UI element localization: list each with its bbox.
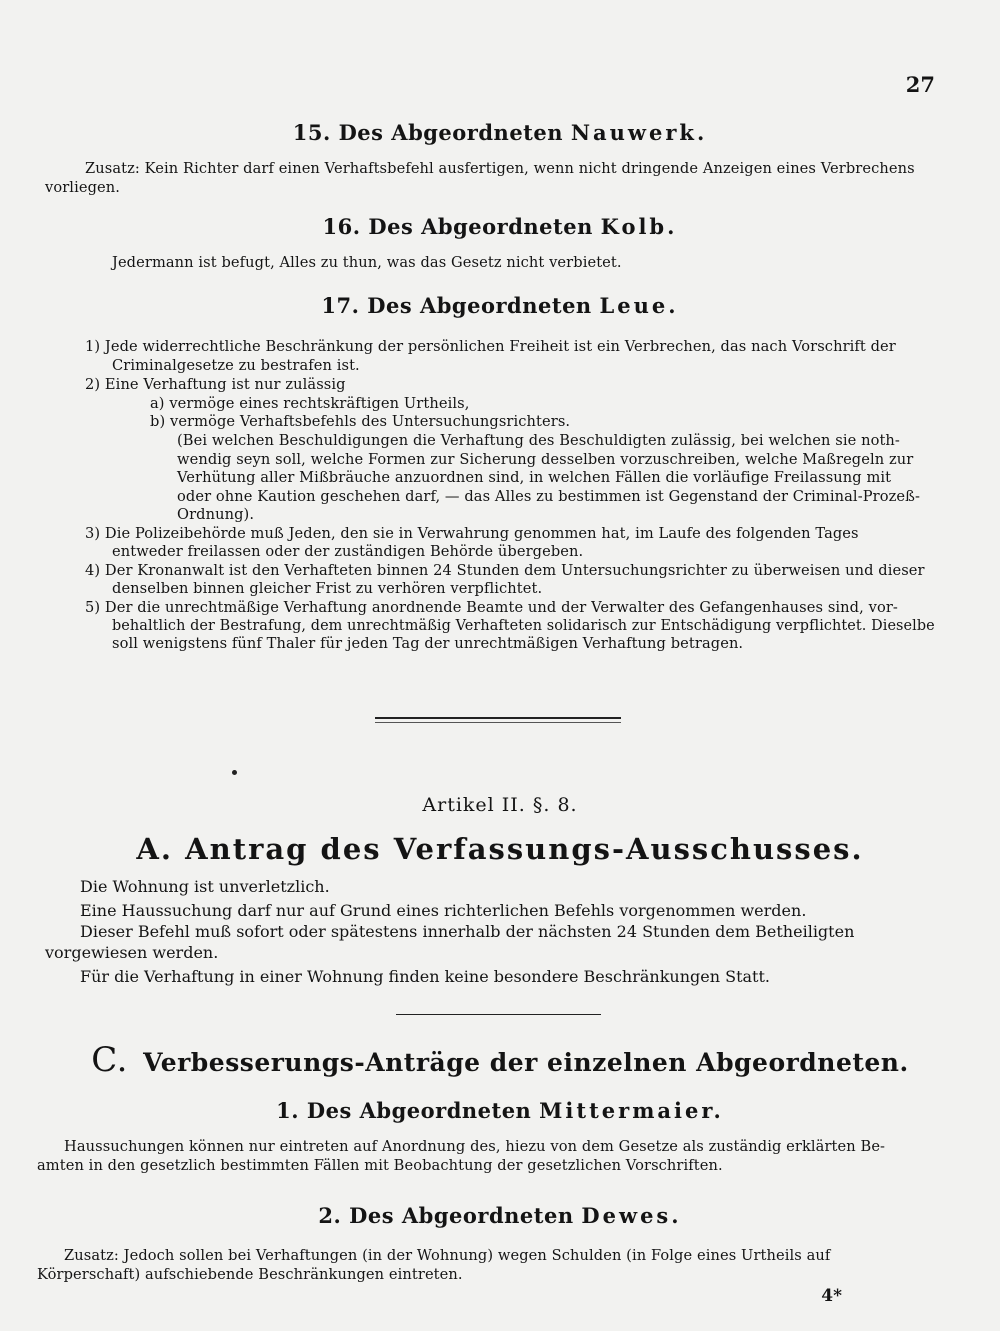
paragraph-line: Zusatz: Kein Richter darf einen Verhaftsbefehl ausfertigen, wenn nicht dringende Anzeigen eines Verbrechens bbox=[85, 160, 915, 177]
deputy-name: Leue. bbox=[599, 293, 679, 318]
amendment-heading-label: 1. Des Abgeordneten bbox=[276, 1098, 532, 1123]
section-c-heading: Verbesserungs-Anträge der einzelnen Abgeordneten. bbox=[143, 1048, 909, 1077]
printing-dot bbox=[232, 770, 237, 775]
divider-rule bbox=[375, 717, 621, 723]
section-letter: C. bbox=[91, 1040, 128, 1080]
amendment-heading-2 bbox=[0, 1203, 1000, 1228]
paragraph-line: Dieser Befehl muß sofort oder spätestens innerhalb der nächsten 24 Stunden dem Betheiligten bbox=[80, 922, 855, 941]
paragraph-line: entweder freilassen oder der zuständigen Behörde übergeben. bbox=[112, 543, 584, 560]
deputy-name: Mittermaier. bbox=[539, 1098, 724, 1123]
list-item: 5) Der die unrechtmäßige Verhaftung anordnende Beamte und der Verwalter des Gefangenhauses sind, vor- bbox=[85, 599, 898, 616]
sub-list-item: b) vermöge Verhaftsbefehls des Untersuchungsrichters. bbox=[150, 413, 571, 430]
paragraph-line: Eine Haussuchung darf nur auf Grund eines richterlichen Befehls vorgenommen werden. bbox=[80, 901, 807, 920]
list-item: 2) Eine Verhaftung ist nur zulässig bbox=[85, 376, 346, 393]
page-number: 27 bbox=[905, 72, 935, 97]
paragraph-line: Körperschaft) aufschiebende Beschränkungen eintreten. bbox=[37, 1266, 463, 1283]
paragraph-line: denselben binnen gleicher Frist zu verhören verpflichtet. bbox=[112, 580, 543, 597]
divider-rule bbox=[396, 1014, 601, 1015]
amendment-heading-label: 17. Des Abgeordneten bbox=[321, 293, 592, 318]
paragraph-line: amten in den gesetzlich bestimmten Fällen mit Beobachtung der gesetzlichen Vorschriften. bbox=[37, 1157, 723, 1174]
deputy-name: Kolb. bbox=[600, 214, 678, 239]
article-heading: Artikel II. §. 8. bbox=[422, 794, 578, 816]
section-c-title bbox=[0, 1040, 1000, 1080]
amendment-heading-17 bbox=[0, 293, 1000, 318]
paragraph-line: Die Wohnung ist unverletzlich. bbox=[80, 877, 330, 896]
paragraph-line: vorliegen. bbox=[45, 179, 120, 196]
deputy-name: Nauwerk. bbox=[570, 120, 708, 145]
sub-list-item: a) vermöge eines rechtskräftigen Urtheils, bbox=[150, 395, 470, 412]
list-item: 1) Jede widerrechtliche Beschränkung der persönlichen Freiheit ist ein Verbrechen, das nach Vorschrift der bbox=[85, 338, 896, 355]
paragraph-line: behaltlich der Bestrafung, dem unrechtmäßig Verhafteten solidarisch zur Entschädigung verpflichtet. Dieselbe bbox=[112, 617, 935, 634]
amendment-heading-15 bbox=[0, 120, 1000, 145]
amendment-heading-16 bbox=[0, 214, 1000, 239]
amendment-heading-label: 2. Des Abgeordneten bbox=[318, 1203, 574, 1228]
paragraph-line: (Bei welchen Beschuldigungen die Verhaftung des Beschuldigten zulässig, bei welchen sie noth- bbox=[177, 432, 900, 449]
deputy-name: Dewes. bbox=[581, 1203, 682, 1228]
paragraph-line: Verhütung aller Mißbräuche anzuordnen sind, in welchen Fällen die vorläufige Freilassung mit bbox=[177, 469, 892, 486]
amendment-heading-label: 15. Des Abgeordneten bbox=[292, 120, 564, 145]
signature-mark: 4* bbox=[821, 1286, 842, 1306]
amendment-heading-1 bbox=[0, 1098, 1000, 1123]
section-a-title: A. Antrag des Verfassungs-Ausschusses. bbox=[136, 832, 864, 866]
paragraph-line: Criminalgesetze zu bestrafen ist. bbox=[112, 357, 360, 374]
paragraph-line: wendig seyn soll, welche Formen zur Sicherung desselben vorzuschreiben, welche Maßregeln zur bbox=[177, 451, 914, 468]
paragraph-line: Ordnung). bbox=[177, 506, 255, 523]
paragraph-line: Zusatz: Jedoch sollen bei Verhaftungen (in der Wohnung) wegen Schulden (in Folge eines Urtheils auf bbox=[64, 1247, 831, 1264]
list-item: 4) Der Kronanwalt ist den Verhafteten binnen 24 Stunden dem Untersuchungsrichter zu überweisen und dieser bbox=[85, 562, 925, 579]
amendment-heading-label: 16. Des Abgeordneten bbox=[322, 214, 593, 239]
paragraph-line: vorgewiesen werden. bbox=[45, 943, 219, 962]
paragraph-line: Jedermann ist befugt, Alles zu thun, was das Gesetz nicht verbietet. bbox=[112, 254, 622, 271]
paragraph-line: Für die Verhaftung in einer Wohnung finden keine besondere Beschränkungen Statt. bbox=[80, 967, 770, 986]
paragraph-line: oder ohne Kaution geschehen darf, — das Alles zu bestimmen ist Gegenstand der Criminal-Prozeß- bbox=[177, 488, 921, 505]
paragraph-line: Haussuchungen können nur eintreten auf Anordnung des, hiezu von dem Gesetze als zuständig erklärten Be- bbox=[64, 1138, 886, 1155]
paragraph-line: soll wenigstens fünf Thaler für jeden Tag der unrechtmäßigen Verhaftung betragen. bbox=[112, 635, 744, 652]
list-item: 3) Die Polizeibehörde muß Jeden, den sie in Verwahrung genommen hat, im Laufe des folgenden Tages bbox=[85, 525, 859, 542]
